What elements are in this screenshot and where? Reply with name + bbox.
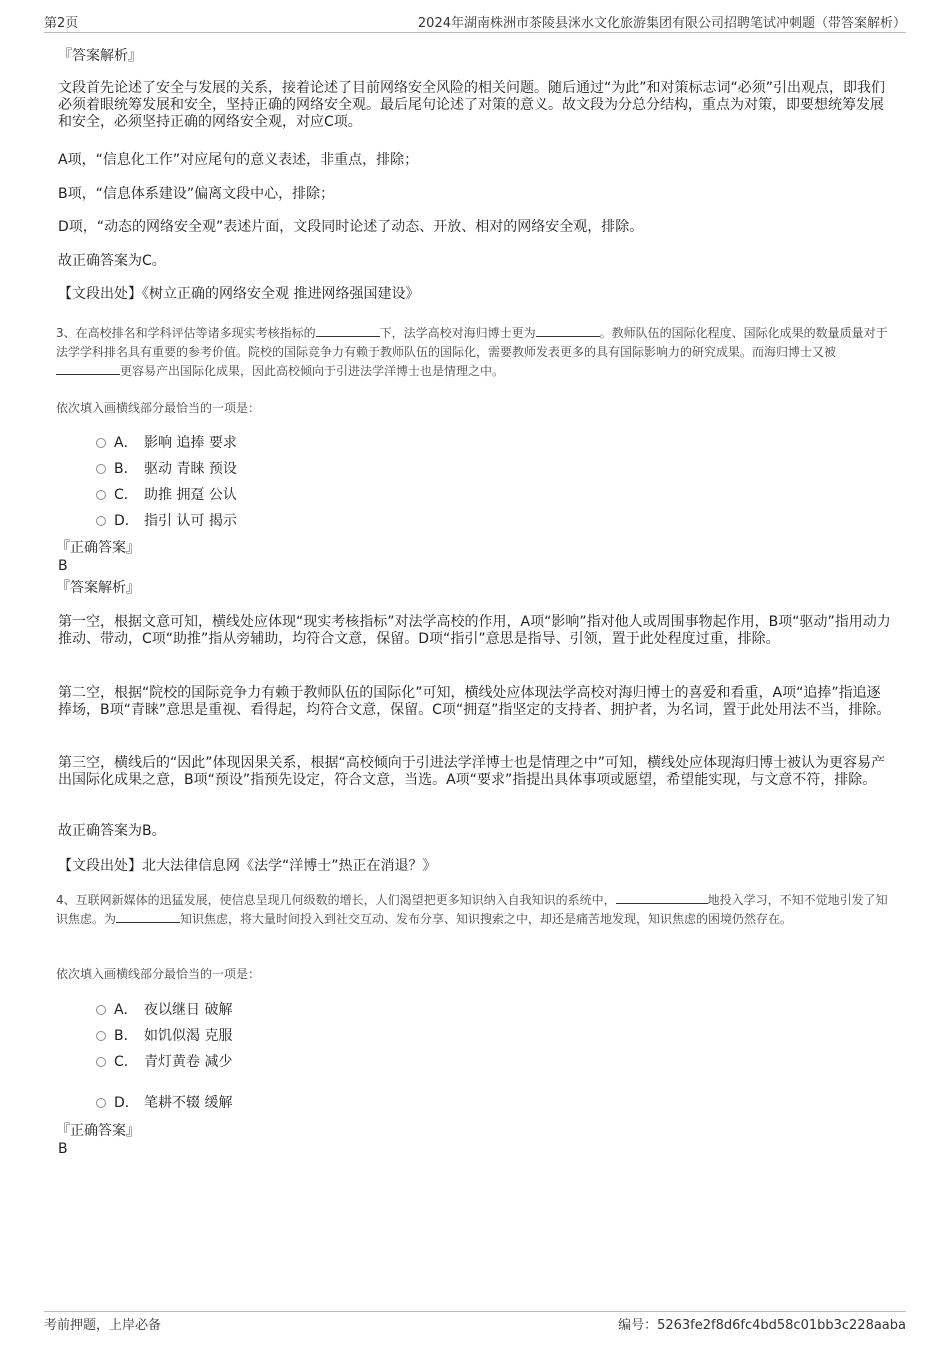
option-text: 笔耕不辍 缓解 — [144, 1095, 233, 1111]
footer-slogan: 考前押题，上岸必备 — [44, 1318, 162, 1333]
option-letter: C． — [114, 487, 138, 503]
q4-stem-text: 知识焦虑，将大量时间投入到社交互动、发布分享、知识搜索之中，却还是痛苦地发现，知识焦虑的困境仍然存在。 — [180, 912, 793, 926]
option-letter: A． — [114, 435, 138, 451]
q2-analysis-paragraph: B项，“信息体系建设”偏离文段中心，排除； — [58, 186, 335, 202]
q4-correct-answer: B — [58, 1141, 68, 1157]
option-letter: A． — [114, 1002, 138, 1018]
q4-option-d[interactable] — [96, 1094, 232, 1112]
page-number: 第2页 — [44, 16, 79, 31]
q3-blank-1 — [316, 324, 380, 337]
option-text: 驱动 青睐 预设 — [144, 461, 237, 477]
q3-option-c[interactable] — [96, 486, 237, 504]
q4-option-c[interactable] — [96, 1053, 232, 1071]
q2-analysis-label: 『答案解析』 — [58, 48, 142, 64]
q3-conclusion: 故正确答案为B。 — [58, 823, 166, 839]
q3-stem-text: 3、在高校排名和学科评估等诸多现实考核指标的 — [56, 326, 316, 340]
q3-analysis-paragraph: 第一空，根据文意可知，横线处应体现“现实考核指标”对法学高校的作用，A项“影响”指对他人或周围事物起作用，B项“驱动”指用动力推动、带动，C项“助推”指从旁辅助，均符合文意，保留。D项“指引”意思是指导、引领，置于此处程度过重，排除。 — [58, 614, 891, 647]
q4-blank-1 — [616, 891, 708, 904]
document-title: 2024年湖南株洲市茶陵县洣水文化旅游集团有限公司招聘笔试冲刺题（带答案解析） — [417, 16, 906, 31]
q3-analysis-paragraph: 第三空，横线后的“因此”体现因果关系，根据“高校倾向于引进法学洋博士也是情理之中”可知，横线处应体现海归博士被认为更容易产出国际化成果之意，B项“预设”指预先设定，符合文意，当选。A项“要求”指提出具体事项或愿望，希望能实现，与文意不符，排除。 — [58, 755, 886, 788]
q3-option-b[interactable] — [96, 460, 237, 478]
radio-icon[interactable] — [96, 438, 106, 448]
q2-analysis-paragraph: D项，“动态的网络安全观”表述片面，文段同时论述了动态、开放、相对的网络安全观，排除。 — [58, 219, 644, 235]
option-text: 影响 追捧 要求 — [144, 435, 237, 451]
q4-stem-text: 地投入学习，不知不觉地引发了知识焦虑。为 — [56, 893, 888, 926]
option-letter: D． — [114, 1095, 139, 1111]
option-letter: B． — [114, 461, 138, 477]
footer-divider — [44, 1311, 906, 1312]
q3-stem — [56, 324, 898, 381]
option-text: 如饥似渴 克服 — [144, 1028, 233, 1044]
q2-conclusion: 故正确答案为C。 — [58, 253, 166, 269]
option-letter: C． — [114, 1054, 138, 1070]
radio-icon[interactable] — [96, 1005, 106, 1015]
radio-icon[interactable] — [96, 1057, 106, 1067]
option-letter: B． — [114, 1028, 138, 1044]
q2-analysis-paragraph: 文段首先论述了安全与发展的关系，接着论述了目前网络安全风险的相关问题。随后通过“为此”和对策标志词“必须”引出观点，即我们必须着眼统筹发展和安全，坚持正确的网络安全观。最后尾句论述了对策的意义。故文段为分总分结构，重点为对策，即要想统筹发展和安全，必须坚持正确的网络安全观，对应C项。 — [58, 80, 886, 130]
q3-stem-text: 更容易产出国际化成果，因此高校倾向于引进法学洋博士也是情理之中。 — [120, 364, 505, 378]
radio-icon[interactable] — [96, 464, 106, 474]
option-text: 夜以继日 破解 — [144, 1002, 233, 1018]
q3-analysis-paragraph: 第二空，根据“院校的国际竞争力有赖于教师队伍的国际化”可知，横线处应体现法学高校对海归博士的喜爱和看重，A项“追捧”指追逐捧场，B项“青睐”意思是重视、看得起，均符合文意，保留。C项“拥趸”指坚定的支持者、拥护者，为名词，置于此处用法不当，排除。 — [58, 685, 891, 718]
footer-document-id: 编号：5263fe2f8d6fc4bd58c01bb3c228aaba — [618, 1318, 906, 1333]
option-text: 指引 认可 揭示 — [144, 513, 237, 529]
q3-correct-label: 『正确答案』 — [56, 540, 140, 556]
header-divider — [44, 32, 906, 33]
radio-icon[interactable] — [96, 1098, 106, 1108]
option-text: 助推 拥趸 公认 — [144, 487, 237, 503]
q2-source: 【文段出处】《树立正确的网络安全观 推进网络强国建设》 — [58, 286, 420, 302]
q3-correct-answer: B — [58, 558, 68, 574]
q3-blank-3 — [56, 362, 120, 375]
q3-option-d[interactable] — [96, 512, 237, 530]
q3-prompt: 依次填入画横线部分最恰当的一项是： — [56, 401, 261, 415]
radio-icon[interactable] — [96, 516, 106, 526]
q4-prompt: 依次填入画横线部分最恰当的一项是： — [56, 967, 261, 981]
q4-option-a[interactable] — [96, 1001, 232, 1019]
radio-icon[interactable] — [96, 1031, 106, 1041]
q4-option-b[interactable] — [96, 1027, 232, 1045]
q4-blank-2 — [116, 910, 180, 923]
q3-source: 【文段出处】北大法律信息网《法学“洋博士”热正在消退？》 — [58, 858, 437, 874]
q3-stem-text: 。教师队伍的国际化程度、国际化成果的数量质量对于法学学科排名具有重要的参考价值。院校的国际竞争力有赖于教师队伍的国际化，需要教师发表更多的具有国际影响力的研究成果。而海归博士又被 — [56, 326, 888, 359]
option-letter: D． — [114, 513, 139, 529]
q3-stem-text: 下，法学高校对海归博士更为 — [379, 326, 536, 340]
q4-correct-label: 『正确答案』 — [56, 1123, 140, 1139]
q3-option-a[interactable] — [96, 434, 237, 452]
q3-analysis-label: 『答案解析』 — [56, 580, 140, 596]
q4-stem-text: 4、互联网新媒体的迅猛发展，使信息呈现几何级数的增长，人们渴望把更多知识纳入自我知识的系统中， — [56, 893, 616, 907]
radio-icon[interactable] — [96, 490, 106, 500]
q4-stem — [56, 891, 898, 929]
q3-blank-2 — [536, 324, 600, 337]
q2-analysis-paragraph: A项，“信息化工作”对应尾句的意义表述，非重点，排除； — [58, 152, 419, 168]
option-text: 青灯黄卷 减少 — [144, 1054, 233, 1070]
